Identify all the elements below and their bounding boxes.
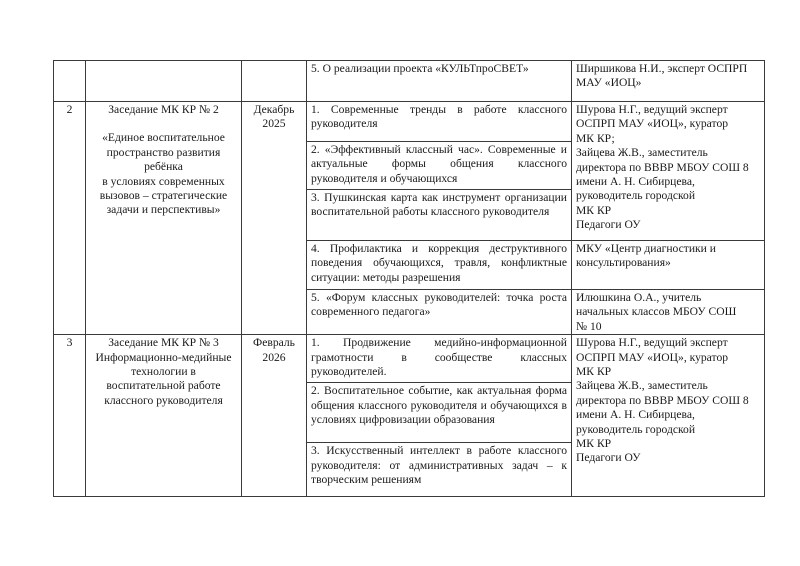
cell-topic: 2. Воспитательное событие, как актуальная форма общения классного руководителя и обучающихся в условиях цифровизации образования [307, 383, 572, 443]
date-month: Февраль [253, 336, 295, 350]
responsible-line: имени А. Н. Сибирцева, [576, 175, 695, 189]
table-row-meeting-2-topic-1 [54, 102, 765, 142]
cell-date [242, 102, 307, 335]
responsible-line: МК КР [576, 365, 612, 379]
meeting-heading: Заседание МК КР № 2 [108, 103, 219, 116]
responsible-line: ОСПРП МАУ «ИОЦ», куратор [576, 350, 729, 364]
date-year: 2025 [262, 117, 286, 131]
responsible-line: директора по ВВВР МБОУ СОШ 8 [576, 393, 749, 407]
cell-topic: 5. О реализации проекта «КУЛЬТпроСВЕТ» [307, 61, 572, 102]
responsible-line: имени А. Н. Сибирцева, [576, 408, 695, 422]
responsible-line: ОСПРП МАУ «ИОЦ», куратор [576, 117, 729, 131]
responsible-line: № 10 [576, 319, 602, 333]
responsible-line: руководитель городской [576, 422, 696, 436]
cell-topic: 3. Пушкинская карта как инструмент организации воспитательной работы классного руководителя [307, 190, 572, 241]
cell-number: 2 [54, 102, 86, 335]
cell-topic: 1. Продвижение медийно-информационной грамотности в сообществе классных руководителей. [307, 335, 572, 383]
meeting-theme-line: пространство развития [106, 145, 221, 159]
responsible-line: руководитель городской [576, 189, 696, 203]
cell-topic: 2. «Эффективный классный час». Современные и актуальные формы общения классного руководителя и обучающихся [307, 142, 572, 190]
cell-number [54, 61, 86, 102]
meetings-plan-table [53, 60, 765, 497]
responsible-line: МК КР [576, 203, 612, 217]
meeting-theme-line: задачи и перспективы» [106, 203, 221, 217]
table-row-meeting-3-topic-1 [54, 335, 765, 383]
meeting-theme-line: ребёнка [144, 160, 183, 174]
responsible-line: директора по ВВВР МБОУ СОШ 8 [576, 160, 749, 174]
blank-line [90, 117, 237, 131]
responsible-line: Педагоги ОУ [576, 218, 641, 232]
cell-topic: 5. «Форум классных руководителей: точка роста современного педагога» [307, 290, 572, 335]
responsible-line: консультирования» [576, 256, 671, 270]
responsible-line: Шурова Н.Г., ведущий эксперт [576, 336, 728, 350]
cell-meeting-title [86, 61, 242, 102]
responsible-line: Зайцева Ж.В., заместитель [576, 146, 708, 160]
cell-topic: 1. Современные тренды в работе классного руководителя [307, 102, 572, 142]
meeting-heading: Заседание МК КР № 3 [108, 336, 219, 350]
meeting-theme-line: вызовов – стратегические [99, 189, 228, 203]
responsible-line: Илюшкина О.А., учитель [576, 291, 702, 304]
cell-responsible [572, 102, 765, 241]
meeting-theme-line: технологии в [131, 365, 196, 379]
responsible-line: МКУ «Центр диагностики и [576, 242, 716, 255]
cell-date [242, 335, 307, 497]
meeting-theme-line: «Единое воспитательное [102, 131, 225, 145]
cell-meeting-title [86, 335, 242, 497]
meeting-theme-line: воспитательной работе [106, 379, 221, 393]
meeting-theme-line: Информационно-медийные [95, 350, 232, 364]
date-year: 2026 [262, 350, 286, 364]
meeting-theme-line: в условиях современных [102, 174, 225, 188]
responsible-line: начальных классов МБОУ СОШ [576, 305, 737, 319]
responsible-line: МК КР [576, 437, 612, 451]
cell-number: 3 [54, 335, 86, 497]
responsible-line: Зайцева Ж.В., заместитель [576, 379, 708, 393]
table-row-continued [54, 61, 765, 102]
cell-topic: 4. Профилактика и коррекция деструктивного поведения обучающихся, травля, конфликтные ситуации: методы разрешения [307, 241, 572, 290]
responsible-line: Педагоги ОУ [576, 451, 641, 465]
cell-responsible: Ширшикова Н.И., эксперт ОСПРП МАУ «ИОЦ» [572, 61, 765, 102]
meeting-theme-line: классного руководителя [104, 393, 223, 407]
cell-meeting-title [86, 102, 242, 335]
cell-date [242, 61, 307, 102]
cell-topic: 3. Искусственный интеллект в работе классного руководителя: от административных задач – к творческим решениям [307, 443, 572, 497]
responsible-line: МК КР; [576, 131, 615, 145]
cell-responsible [572, 335, 765, 497]
cell-responsible [572, 290, 765, 335]
responsible-line: Шурова Н.Г., ведущий эксперт [576, 103, 728, 116]
date-month: Декабрь [253, 103, 295, 116]
cell-responsible [572, 241, 765, 290]
